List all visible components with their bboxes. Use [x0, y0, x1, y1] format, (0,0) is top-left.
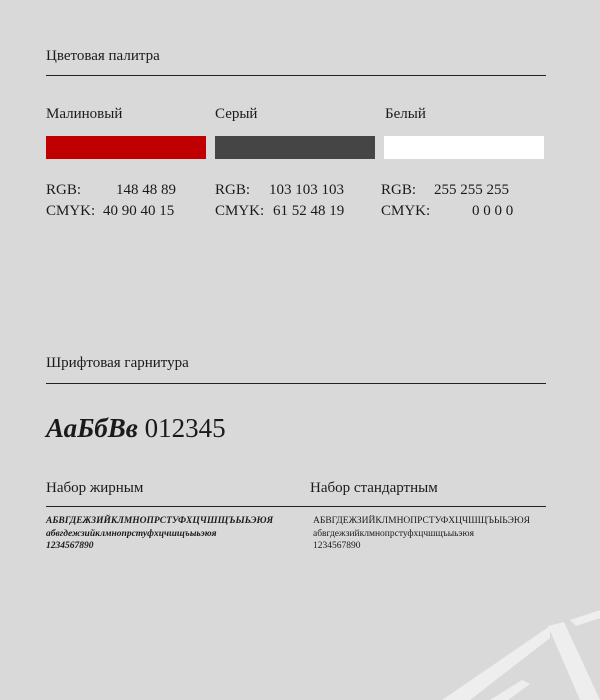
bold-lowercase: абвгдежзийклмнопрстуфхцчшщъыьэюя	[46, 528, 217, 539]
typeface-sample	[46, 413, 226, 444]
sets-divider	[46, 506, 546, 507]
crimson-cmyk-label: CMYK:	[46, 203, 96, 219]
white-rgb-value: 255 255 255	[434, 182, 509, 198]
brand-n-logo-icon	[430, 600, 600, 700]
gray-cmyk-value: 61 52 48 19	[273, 203, 345, 219]
regular-uppercase: АБВГДЕЖЗИЙКЛМНОПРСТУФХЦЧШЩЪЫЬЭЮЯ	[313, 516, 530, 526]
crimson-rgb-label: RGB:	[46, 182, 82, 198]
typeface-sample-digits: 012345	[144, 413, 226, 443]
regular-digits: 1234567890	[313, 541, 361, 551]
typeface-divider	[46, 383, 546, 384]
regular-set-sample	[313, 515, 530, 553]
regular-set-title: Набор стандартным	[310, 480, 438, 496]
regular-lowercase: абвгдежзийклмнопрстуфхцчшщъыьэюя	[313, 528, 474, 539]
white-rgb-label: RGB:	[381, 182, 417, 198]
bold-uppercase: АБВГДЕЖЗИЙКЛМНОПРСТУФХЦЧШЩЪЫЬЭЮЯ	[46, 516, 274, 526]
color-name-white: Белый	[385, 106, 426, 122]
crimson-rgb-value: 148 48 89	[116, 182, 176, 198]
color-swatch-gray	[215, 136, 375, 159]
gray-rgb-value: 103 103 103	[269, 182, 344, 198]
white-cmyk-label: CMYK:	[381, 203, 431, 219]
gray-rgb-label: RGB:	[215, 182, 251, 198]
bold-set-sample	[46, 515, 273, 553]
color-swatch-white	[384, 136, 544, 159]
crimson-cmyk-value: 40 90 40 15	[103, 203, 175, 219]
white-cmyk-value: 0 0 0 0	[472, 203, 514, 219]
bold-set-title: Набор жирным	[46, 480, 144, 496]
bold-digits: 1234567890	[46, 541, 94, 551]
gray-cmyk-label: CMYK:	[215, 203, 265, 219]
color-name-crimson: Малиновый	[46, 106, 123, 122]
palette-title: Цветовая палитра	[46, 48, 160, 64]
typeface-title: Шрифтовая гарнитура	[46, 355, 189, 371]
typeface-sample-bold: АаБбВв	[46, 413, 138, 443]
color-swatch-crimson	[46, 136, 206, 159]
color-name-gray: Серый	[215, 106, 258, 122]
palette-divider	[46, 75, 546, 76]
